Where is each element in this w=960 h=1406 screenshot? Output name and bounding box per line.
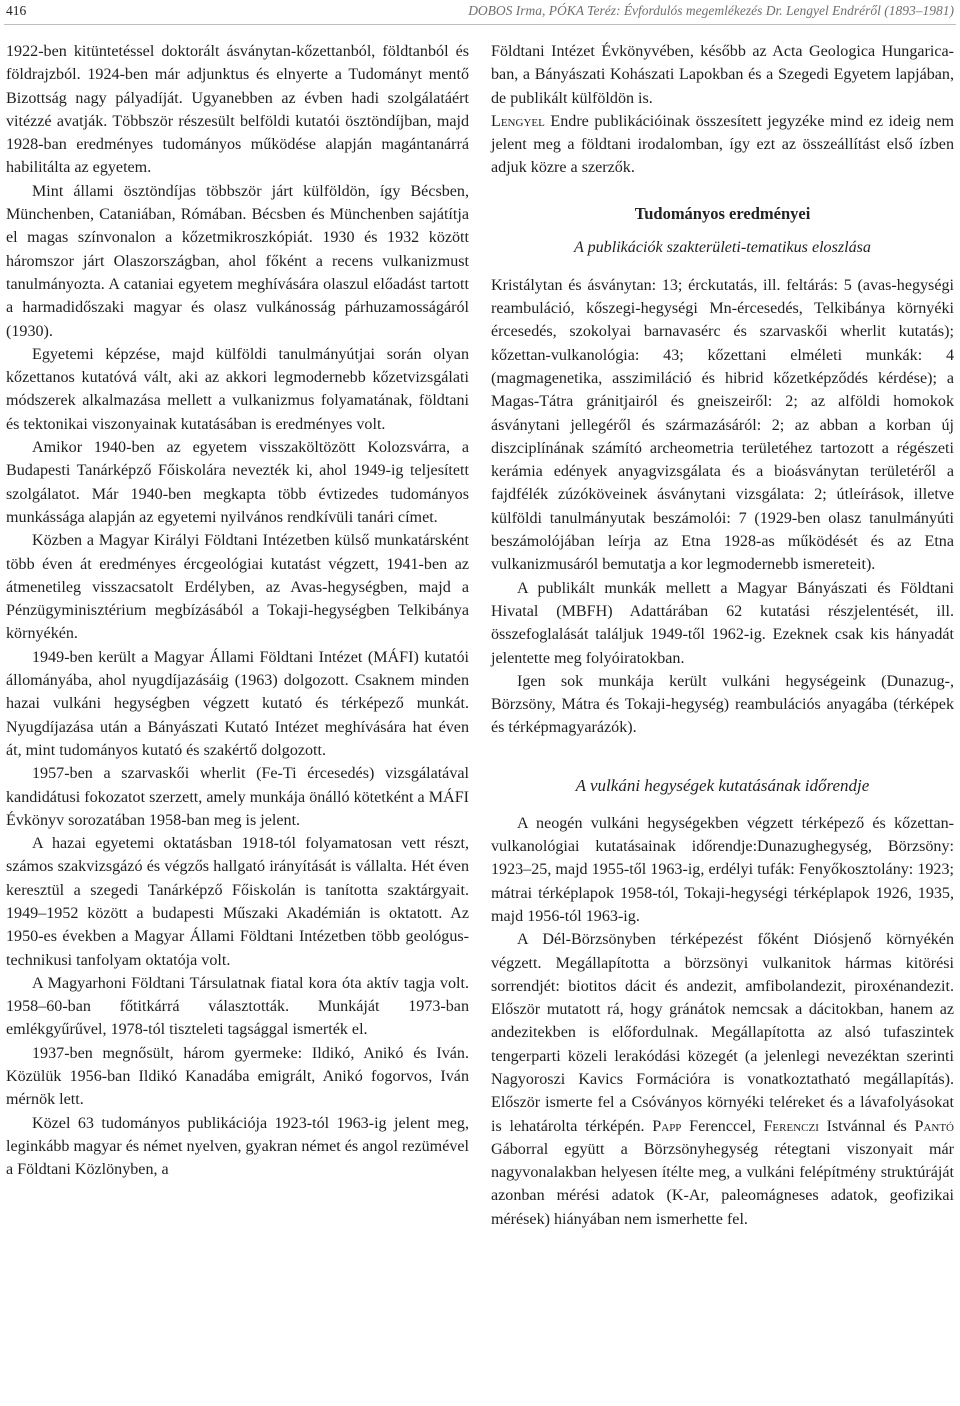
paragraph: Amikor 1940-ben az egyetem visszaköltözött Kolozsvárra, a Budapesti Tanárképző Főiskolára nevezték ki, ahol 1949-ig teljesített szolgálatot. Már 1940-ben megkapta több évtizedes tudományos munkássága alapján az egyetemi nyilvános rendkívüli tanári címet.: [6, 439, 469, 526]
paragraph: 1949-ben került a Magyar Állami Földtani Intézet (MÁFI) kutatói állományába, ahol nyugdíjazásáig (1963) dolgozott. Csaknem minden hazai vulkáni hegységben végzett kutató és térképező munkát. Nyugdíjazása után a Bányászati Kutató Intézet meghívására hat éven át, mint tudományos kutató és szakértő dolgozott.: [6, 648, 469, 759]
left-column: [6, 40, 469, 1182]
paragraph-text: Ferenccel,: [681, 1117, 764, 1135]
paragraph: Mint állami ösztöndíjas többször járt külföldön, így Bécsben, Münchenben, Cataniában, Rómában. Bécsben és Münchenben sajátítja el magas színvonalon a kőzetmikroszkópiát. 1930 és 1932 között háromszor járt Olaszországban, ahol főként a recens vulkanizmust tanulmányozta. A cataniai egyetem meghívására olaszul előadást tartott a harmadidőszaki magyar és olasz vulkánosság párhuzamosságáról (1930).: [6, 182, 469, 340]
subsection-title: A publikációk szakterületi-tematikus eloszlása: [574, 238, 871, 256]
paragraph: A publikált munkák mellett a Magyar Bányászati és Földtani Hivatal (MBFH) Adattárában 62 kutatási részjelentését, ill. összefoglalását találjuk 1949-től 1962-ig. Ezeknek csak kis hányadát jelentette meg folyóiratokban.: [491, 579, 954, 667]
header-rule: [4, 24, 956, 25]
section-title: Tudományos eredményei: [634, 203, 811, 223]
author-name: Lengyel: [491, 112, 545, 130]
page-number: 416: [6, 3, 27, 18]
paragraph: A hazai egyetemi oktatásban 1918-tól folyamatosan vett részt, számos szakvizsgázó és végzős hallgató irányítását is vállalta. Hét éven keresztül a szegedi Tanárképző Főiskolán is tanította szaktárgyait. 1949–1952 között a budapesti Műszaki Akadémián is oktatott. Az 1950-es években a Magyar Állami Földtani Intézetben több geológus-technikusi tanfolyam oktatója volt.: [6, 835, 469, 969]
paragraph: 1922-ben kitüntetéssel doktorált ásványtan-kőzettanból, földtanból és földrajzból. 1924-ben már adjunktus és elnyerte a Tudományt mentő Bizottság nagy pályadíját. Ugyanebben az évben hadi szolgálatáért vitézzé avatják. Többször részesült belföldi kutatói ösztöndíjban, majd 1928-ban eredményes tudományos működése alapján magántanárrá habilitálta az egyetem.: [6, 43, 469, 177]
author-name: Papp: [652, 1117, 682, 1135]
paragraph: Földtani Intézet Évkönyvében, később az Acta Geologica Hungarica-ban, a Bányászati Kohászati Lapokban és a Szegedi Egyetem lapjában, de publikált külföldön is.: [491, 43, 954, 107]
paragraph: Közel 63 tudományos publikációja 1923-tól 1963-ig jelent meg, leginkább magyar és német nyelven, gyakran német és angol rezümével a Földtani Közlönyben, a: [6, 1114, 469, 1179]
paragraph-text: Gáborral együtt a Börzsönyhegység rétegtani viszonyait már nagyvonalakban helyesen ítélte meg, a vulkáni felépítmény struktúráját azonban mérési adatok (K-Ar, paleomágneses adatok, geofizikai mérések) hiányában nem ismerhette fel.: [491, 1140, 954, 1228]
paragraph: 1937-ben megnősült, három gyermeke: Ildikó, Anikó és Iván. Közülük 1956-ban Ildikó Kanadába emigrált, Anikó fogorvos, Iván mérnök lett.: [6, 1044, 469, 1109]
paragraph: Igen sok munkája került vulkáni hegységeink (Dunazug-, Börzsöny, Mátra és Tokaji-hegység) reambulációs anyagába (térképek és térképmagyarázók).: [491, 672, 954, 737]
running-head: DOBOS Irma, PÓKA Teréz: Évfordulós megemlékezés Dr. Lengyel Endréről (1893–1981): [468, 3, 954, 18]
paragraph-text: Istvánnal és: [818, 1117, 915, 1135]
paragraph: A neogén vulkáni hegységekben végzett térképező és kőzettan-vulkanológiai kutatásainak időrendje:Dunazughegység, Börzsöny: 1923–25, majd 1955-től 1963-ig, erdélyi tufák: Fenyőkosztolány: 1923; mátrai térképlapok 1958-tól, Tokaji-hegységi térképlapok 1926, 1935, majd 1956-tól 1963-ig.: [491, 814, 954, 925]
paragraph: 1957-ben a szarvaskői wherlit (Fe-Ti ércesedés) vizsgálatával kandidátusi fokozatot szerzett, amely munkája önálló kötetként a MÁFI Évkönyv sorozatában 1958-ban meg is jelent.: [6, 765, 469, 829]
paragraph: Kristálytan és ásványtan: 13; érckutatás, ill. feltárás: 5 (avas-hegységi reambuláció, kőszegi-hegységi Mn-ércesedés, Telkibánya környéki ércesedés, szokolyai barnavasérc és szarvaskői wherlit kutatás); kőzettan-vulkanológia: 43; kőzettani elméleti munkák: 4 (magmagenetika, asszimiláció és hibrid kőzetképződés kérdése); a Magas-Tátra gránitjairól és gneiszeiről: 2; az alföldi homokok ásványtani jellegéről és származásáról: 2; az abban a korban új diszciplínának számító archeometria területéhez tartozott a régészeti kerámia edények anyagvizsgálata és a bioásványtan területéről a fajdfélék zúzóköveinek ásványtani vizsgálata: 2; útleírások, illetve külföldi tanulmányutak beszámolói: 7 (1929-ben olasz tanulmányúti beszámolójában leírja az Etna 1928-as működését és az Etna vulkanizmusáról bemutatja a kor legmodernebb ismereteit).: [491, 276, 954, 574]
paragraph: Közben a Magyar Királyi Földtani Intézetben külső munkatársként több éven át eredményes ércgeológiai kutatást végzett, 1941-ben az átmenetileg visszacsatolt Erdélyben, az Avas-hegységben, majd a Pénzügyminisztérium megbízásából a Tokaji-hegységben Telkibánya környékén.: [6, 532, 469, 643]
paragraph: A Magyarhoni Földtani Társulatnak fiatal kora óta aktív tagja volt. 1958–60-ban főtitkárrá választották. Munkáját 1973-ban emlékgyűrűvel, 1978-tól tiszteleti tagsággal ismerték el.: [6, 974, 469, 1039]
paragraph: Egyetemi képzése, majd külföldi tanulmányútjai során olyan kőzettanos kutatóvá vált, aki az akkori legmodernebb kőzetvizsgálati módszerek alkalmazása mellett a vulkanizmus folyamatának, földtani és tektonikai viszonyainak kutatásában is eredményes volt.: [6, 345, 469, 433]
paragraph: [491, 110, 954, 180]
right-column: [491, 40, 954, 1231]
paragraph: [491, 928, 954, 1231]
paragraph-text: Endre publikációinak összesített jegyzéke mind ez ideig nem jelent meg a földtani irodalomban, így ezt az összeállítást első ízben adjuk közre a szerzők.: [491, 112, 954, 177]
author-name: Pantó: [914, 1117, 955, 1135]
page-header: [4, 0, 956, 26]
author-name: Ferenczi: [763, 1117, 819, 1135]
subsection-title: A vulkáni hegységek kutatásának időrendje: [575, 775, 870, 795]
paragraph-text: A Dél-Börzsönyben térképezést főként Diósjenő környékén végzett. Megállapította a börzsönyi vulkanitok hármas kitörési sorrendjét: biotitos dácit és andezit, amfibolandezit, piroxénandezit. Először mutatott rá, hogy gránátok nemcsak a dácitokban, hanem az andezitekben is előfordulnak. Megállapította az alsó tufaszintek tengerparti közeli lerakódási közegét (a jelenlegi nevezéktan szerinti Nagyoroszi Kavics Formációra is vonatkoztatható megállapítás). Először ismerte fel a Csóványos környéki teléreket és a lávafolyásokat is lehatárolta térképén.: [491, 931, 954, 1135]
